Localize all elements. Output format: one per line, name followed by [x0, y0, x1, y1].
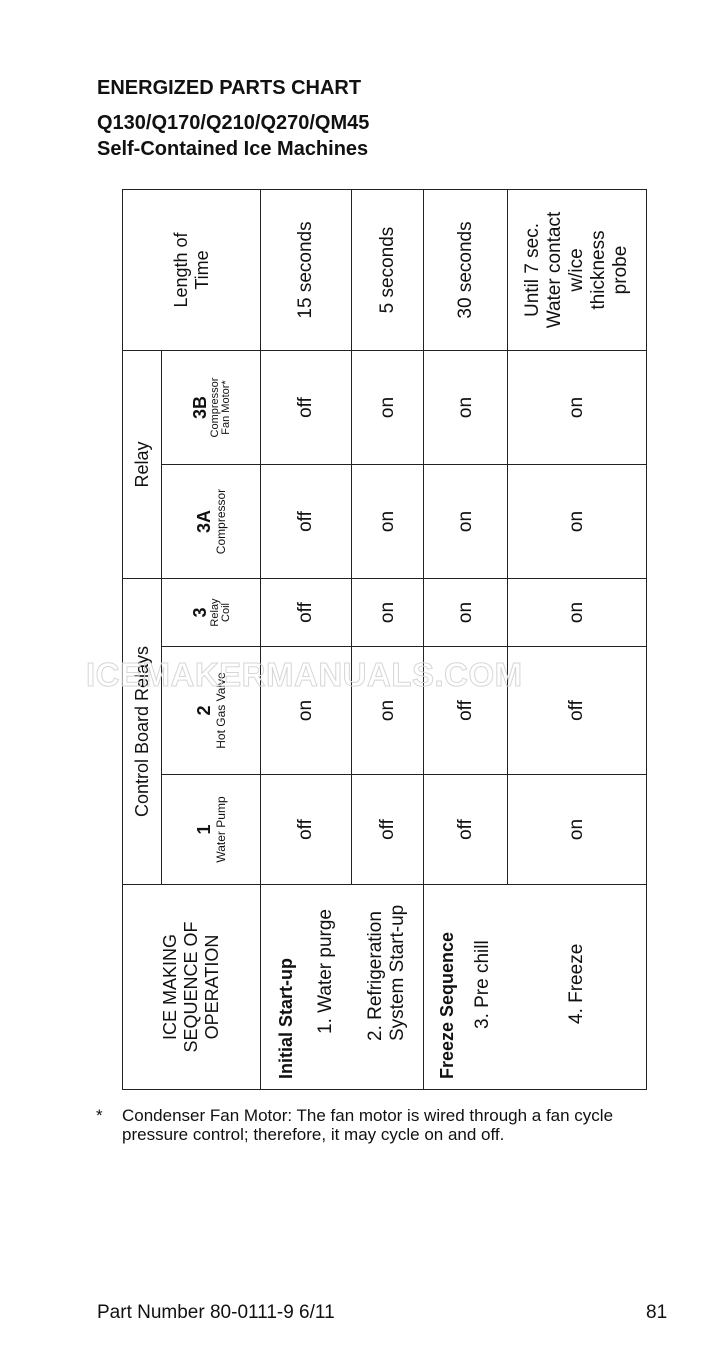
- sequence-cell: [424, 885, 508, 1090]
- section-label: Freeze Sequence: [437, 931, 458, 1079]
- step-label: 4. Freeze: [565, 943, 587, 1024]
- relay-state: on: [261, 647, 352, 775]
- sequence-cell: [352, 885, 424, 1090]
- relay-name: Relay: [209, 598, 222, 627]
- relay-name: Coil: [220, 603, 233, 622]
- sequence-cell: [508, 885, 647, 1090]
- time-cell: 30 seconds: [424, 190, 508, 351]
- relay-3-header: [162, 579, 261, 647]
- relay-3a-header: [162, 465, 261, 579]
- step-label: 1. Water purge: [314, 909, 336, 1034]
- time-line: w/ice: [566, 248, 588, 292]
- relay-state: off: [261, 351, 352, 465]
- sequence-header-line: ICE MAKING: [160, 934, 181, 1041]
- time-cell: [508, 190, 647, 351]
- relay-name: Compressor: [214, 488, 229, 555]
- table-row: [424, 190, 508, 1090]
- sequence-header-line: OPERATION: [201, 934, 222, 1040]
- relay-state: on: [508, 579, 647, 647]
- energized-parts-table-container: [122, 190, 646, 1090]
- relay-number: 2: [194, 705, 215, 716]
- time-line: Water contact: [544, 211, 566, 329]
- relay-3b-header: [162, 351, 261, 465]
- page-number: 81: [646, 1302, 668, 1323]
- relay-state: off: [424, 775, 508, 885]
- relay-state: off: [508, 647, 647, 775]
- relay-state: on: [508, 775, 647, 885]
- time-line: thickness: [587, 230, 609, 310]
- relay-name: Hot Gas Valve: [214, 672, 229, 749]
- relay-state: on: [352, 351, 424, 465]
- relay-state: on: [352, 647, 424, 775]
- relay-state: off: [261, 775, 352, 885]
- table-row: [352, 190, 424, 1090]
- relay-state: on: [508, 465, 647, 579]
- footnote-text: Condenser Fan Motor: The fan motor is wired through a fan cycle pressure control; therefore, it may cycle on and off.: [122, 1106, 614, 1144]
- relay-name: Fan Motor*: [220, 380, 233, 435]
- step-label: 2. Refrigeration: [365, 911, 387, 1041]
- time-line: probe: [609, 245, 631, 295]
- length-of-time-header: [123, 190, 261, 351]
- step-label: System Start-up: [387, 904, 409, 1041]
- relay-name: Water Pump: [214, 796, 229, 863]
- section-label: Initial Start-up: [275, 958, 296, 1079]
- time-header-line: Length of: [170, 232, 191, 308]
- time-cell: 15 seconds: [261, 190, 352, 351]
- sequence-header-line: SEQUENCE OF: [181, 921, 202, 1053]
- relay-number: 3B: [189, 396, 210, 420]
- relay-state: off: [261, 579, 352, 647]
- relay-state: on: [352, 579, 424, 647]
- relay-2-header: [162, 647, 261, 775]
- relay-state: on: [508, 351, 647, 465]
- relay-state: on: [424, 351, 508, 465]
- relay-number: 1: [194, 824, 215, 835]
- relay-state: off: [352, 775, 424, 885]
- time-header-line: Time: [191, 250, 212, 290]
- table-row: [508, 190, 647, 1090]
- relay-state: off: [424, 647, 508, 775]
- control-board-relays-header: Control Board Relays: [123, 579, 162, 885]
- table-row: [261, 190, 352, 1090]
- relay-name: Compressor: [209, 377, 222, 438]
- footnote-mark: *: [96, 1106, 103, 1125]
- sequence-cell: [261, 885, 352, 1090]
- energized-parts-table: [122, 189, 647, 1090]
- time-line: Until 7 sec.: [522, 223, 544, 317]
- watermark: ICEMAKERMANUALS.COM: [86, 656, 523, 693]
- model-list: Q130/Q170/Q210/Q270/QM45: [97, 112, 370, 134]
- relay-1-header: [162, 775, 261, 885]
- sequence-header: [123, 885, 261, 1090]
- relay-state: on: [352, 465, 424, 579]
- step-label: 3. Pre chill: [472, 940, 494, 1029]
- part-number: Part Number 80-0111-9 6/11: [97, 1302, 335, 1323]
- page-title: ENERGIZED PARTS CHART: [97, 77, 362, 99]
- relay-state: off: [261, 465, 352, 579]
- relay-state: on: [424, 579, 508, 647]
- machine-type: Self-Contained Ice Machines: [97, 138, 369, 160]
- relay-state: on: [424, 465, 508, 579]
- relay-number: 3: [189, 607, 210, 618]
- relay-header: Relay: [123, 351, 162, 579]
- time-cell: 5 seconds: [352, 190, 424, 351]
- relay-number: 3A: [194, 510, 215, 534]
